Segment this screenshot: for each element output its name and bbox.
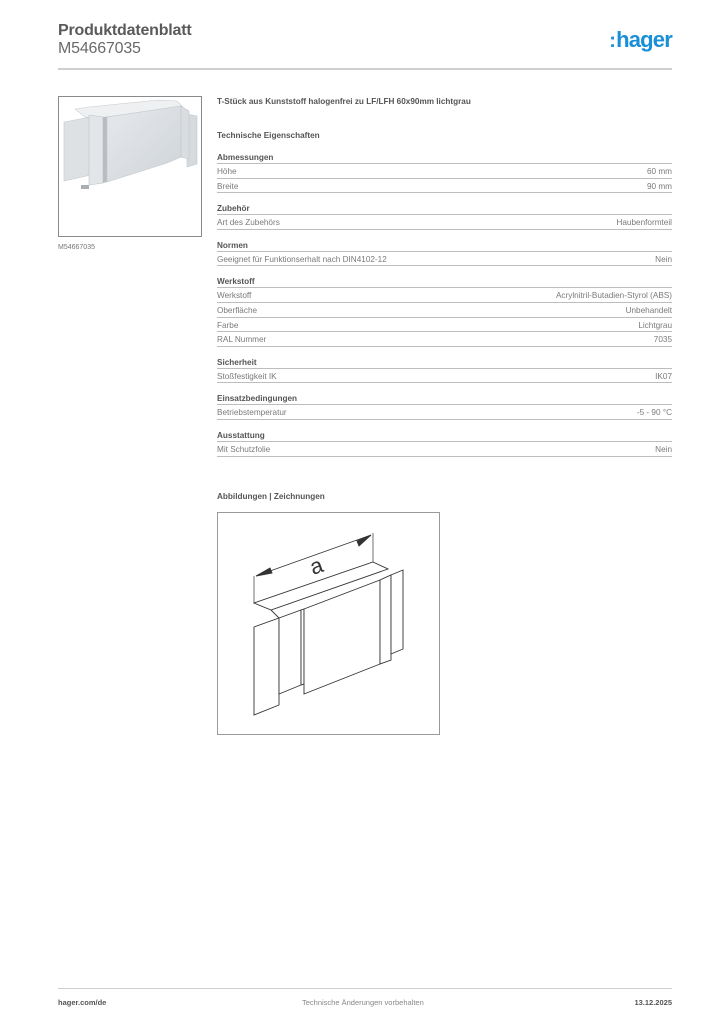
property-row [217,179,672,194]
property-value: 90 mm [646,181,672,191]
property-value: 7035 [653,335,672,345]
section-title: Normen [217,240,672,252]
drawings-heading: Abbildungen | Zeichnungen [217,492,325,501]
section-title: Einsatzbedingungen [217,393,672,405]
property-label: Geeignet für Funktionserhalt nach DIN4102-12 [217,254,387,264]
property-value: Nein [655,254,672,264]
property-label: Oberfläche [217,305,258,315]
technical-properties-heading: Technische Eigenschaften [217,131,320,140]
product-photo [58,96,202,237]
property-value: -5 - 90 °C [636,408,672,418]
technical-drawing [217,512,440,735]
section-sicherheit [217,357,672,384]
section-zubehoer [217,203,672,230]
document-title: Produktdatenblatt [58,22,192,39]
property-value: Acrylnitril-Butadien-Styrol (ABS) [555,291,672,301]
section-abmessungen [217,152,672,193]
property-row [217,303,672,318]
section-title: Werkstoff [217,276,672,288]
section-title: Ausstattung [217,430,672,442]
property-label: Farbe [217,320,239,330]
property-row [217,442,672,457]
t-piece-drawing-icon [218,513,439,734]
property-label: Mit Schutzfolie [217,444,271,454]
header-divider [58,68,672,70]
section-einsatzbedingungen [217,393,672,420]
property-row [217,369,672,384]
footer-date: 13.12.2025 [634,998,672,1007]
page-header [58,20,672,70]
property-label: Art des Zubehörs [217,218,280,228]
property-row [217,318,672,333]
property-value: IK07 [655,371,672,381]
property-row [217,164,672,179]
section-title: Sicherheit [217,357,672,369]
property-label: Breite [217,181,239,191]
property-label: Höhe [217,167,237,176]
property-value: Unbehandelt [625,305,672,315]
product-description: T-Stück aus Kunststoff halogenfrei zu LF/LFH 60x90mm lichtgrau [217,97,471,106]
property-value: Haubenformteil [616,218,672,228]
property-row [217,405,672,420]
footer-divider [58,988,672,989]
property-value: Lichtgrau [638,320,672,330]
logo-text: hager [616,27,672,52]
section-ausstattung [217,430,672,457]
product-details [217,96,672,457]
property-label: Betriebstemperatur [217,408,287,418]
property-label: Stoßfestigkeit IK [217,371,277,381]
property-value: 60 mm [646,167,672,176]
property-label: RAL Nummer [217,335,267,345]
article-number: M54667035 [58,40,141,57]
section-title: Zubehör [217,203,672,215]
property-row [217,215,672,230]
t-piece-photo-icon [59,97,201,236]
section-title: Abmessungen [217,152,672,164]
dimension-label: a [306,552,327,580]
footer-disclaimer: Technische Änderungen vorbehalten [302,998,424,1007]
property-row [217,288,672,303]
property-label: Werkstoff [217,291,252,301]
footer-website-link[interactable]: hager.com/de [58,998,107,1007]
property-row [217,252,672,267]
property-row [217,332,672,347]
section-werkstoff [217,276,672,346]
product-photo-caption: M54667035 [58,244,95,251]
hager-logo [609,27,672,53]
property-value: Nein [655,444,672,454]
page-footer [58,998,672,1010]
logo-colon: : [609,30,616,52]
section-normen [217,240,672,267]
